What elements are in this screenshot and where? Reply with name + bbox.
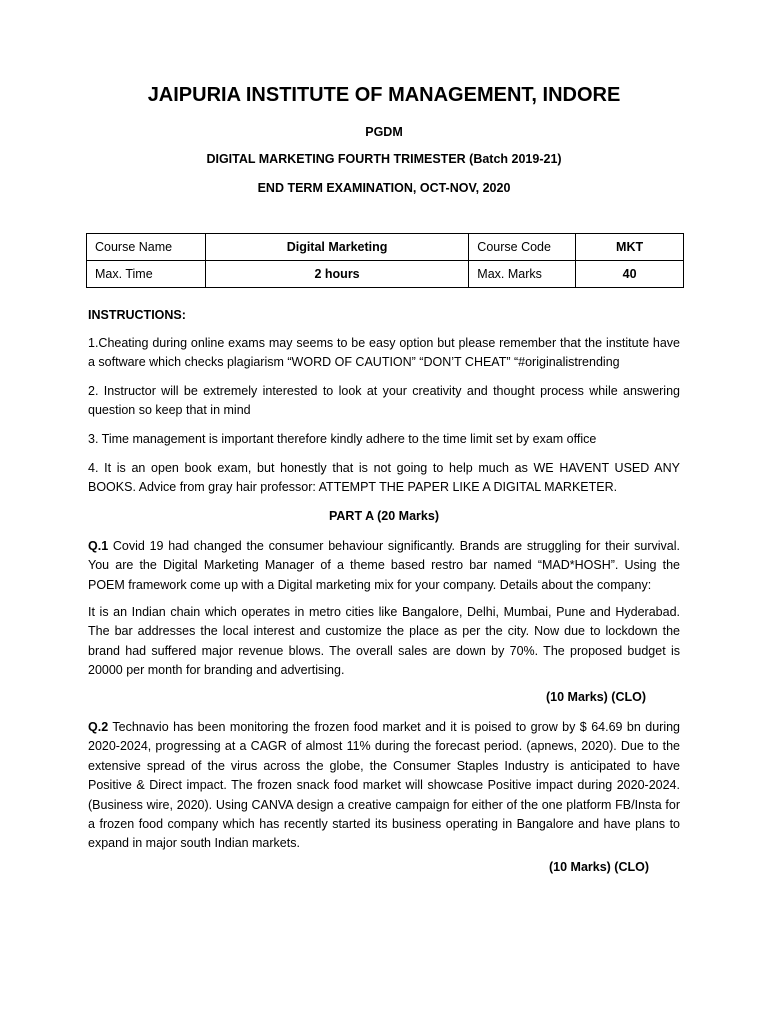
question-1-details: It is an Indian chain which operates in metro cities like Bangalore, Delhi, Mumbai, Pune and Hyderabad. The bar addresses the local interest and customize the place as per the city. Now due to lockdown the brand had suffered major revenue blows. The overall sales are down by 70%. The proposed budget is 20000 per month for branding and advertising. bbox=[88, 605, 680, 678]
question-1 bbox=[88, 537, 680, 595]
instructions-heading: INSTRUCTIONS: bbox=[88, 308, 186, 322]
table-cell: Digital Marketing bbox=[205, 234, 468, 261]
table-cell: 40 bbox=[576, 261, 684, 288]
table-cell: Course Name bbox=[87, 234, 206, 261]
instruction-item: 3. Time management is important therefore kindly adhere to the time limit set by exam office bbox=[88, 432, 597, 446]
question-number: Q.2 bbox=[88, 720, 109, 734]
institute-title: JAIPURIA INSTITUTE OF MANAGEMENT, INDORE bbox=[147, 84, 621, 106]
question-text: Covid 19 had changed the consumer behaviour significantly. Brands are struggling for their survival. You are the Digital Marketing Manager of a theme based restro bar named “MAD*HOSH”. Using the POEM framework come up with a Digital marketing mix for your company. Details about the company: bbox=[88, 539, 680, 592]
part-a-heading: PART A (20 Marks) bbox=[329, 509, 439, 523]
question-text: Technavio has been monitoring the frozen food market and it is poised to grow by $ 64.69 bn during 2020-2024, progressing at a CAGR of almost 11% during the forecast period. (apnews, 2020). Due to the extensive spread of the virus across the globe, the Consumer Staples Industry is anticipated to have Positive & Direct impact. The frozen snack food market will showcase Positive impact during 2020-2024. (Business wire, 2020). Using CANVA design a creative campaign for either of the one platform FB/Insta for a frozen food company which has recently started its business operating in Bangalore and have plans to expand in major south Indian markets. bbox=[88, 720, 680, 851]
program-name: PGDM bbox=[365, 125, 403, 139]
question-2 bbox=[88, 718, 680, 854]
question-number: Q.1 bbox=[88, 539, 109, 553]
table-cell: Max. Time bbox=[87, 261, 206, 288]
table-cell: Course Code bbox=[469, 234, 576, 261]
question-2-marks: (10 Marks) (CLO) bbox=[549, 860, 650, 874]
instruction-item: 4. It is an open book exam, but honestly that is not going to help much as WE HAVENT USED ANY BOOKS. Advice from gray hair professor: ATTEMPT THE PAPER LIKE A DIGITAL MARKETER. bbox=[88, 461, 680, 495]
course-info-table bbox=[86, 233, 684, 288]
table-cell: 2 hours bbox=[205, 261, 468, 288]
table-row bbox=[87, 234, 684, 261]
question-1-marks: (10 Marks) (CLO) bbox=[546, 690, 647, 704]
table-row bbox=[87, 261, 684, 288]
course-line: DIGITAL MARKETING FOURTH TRIMESTER (Batch 2019-21) bbox=[206, 152, 562, 166]
instruction-item: 1.Cheating during online exams may seems to be easy option but please remember that the institute have a software which checks plagiarism “WORD OF CAUTION” “DON’T CHEAT” “#originalistrending bbox=[88, 336, 680, 370]
table-cell: MKT bbox=[576, 234, 684, 261]
exam-line: END TERM EXAMINATION, OCT-NOV, 2020 bbox=[257, 181, 511, 195]
table-cell: Max. Marks bbox=[469, 261, 576, 288]
instruction-item: 2. Instructor will be extremely interested to look at your creativity and thought process while answering question so keep that in mind bbox=[88, 384, 680, 418]
